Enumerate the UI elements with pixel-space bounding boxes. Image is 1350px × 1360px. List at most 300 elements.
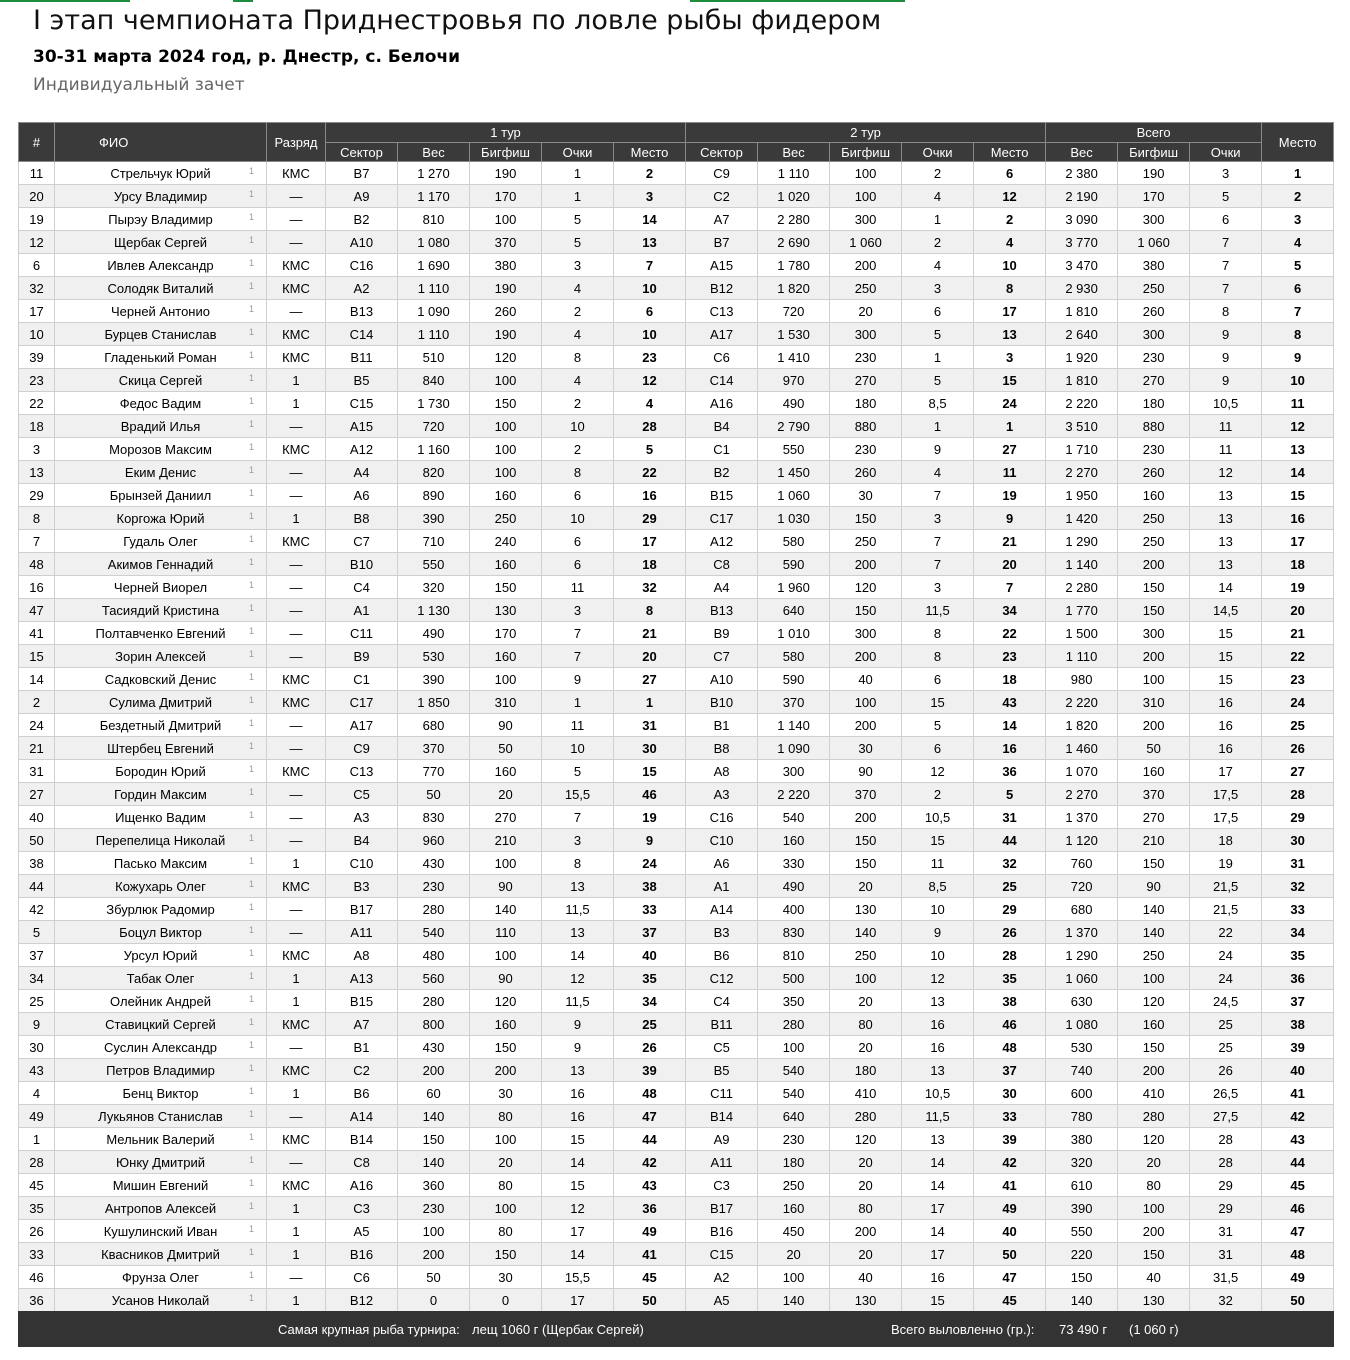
cell-name (55, 438, 267, 461)
cell-total-weight: 1 810 (1046, 369, 1118, 392)
cell-t2-points: 17 (902, 1243, 974, 1266)
table-row[interactable] (19, 576, 1334, 599)
header-name[interactable]: ФИО (55, 123, 267, 162)
participant-name: Петров Владимир (106, 1062, 215, 1078)
cell-total-weight: 1 770 (1046, 599, 1118, 622)
table-row[interactable] (19, 162, 1334, 185)
row-marker: 1 (248, 649, 254, 659)
cell-total-weight: 1 290 (1046, 530, 1118, 553)
cell-total-weight: 1 140 (1046, 553, 1118, 576)
cell-t2-weight: 1 820 (758, 277, 830, 300)
cell-t2-weight: 540 (758, 1059, 830, 1082)
table-row[interactable] (19, 392, 1334, 415)
cell-t1-bigfish: 190 (470, 323, 542, 346)
cell-t1-bigfish: 250 (470, 507, 542, 530)
cell-num: 23 (19, 369, 55, 392)
cell-t2-sector: B14 (686, 1105, 758, 1128)
cell-t1-bigfish: 170 (470, 185, 542, 208)
cell-t2-weight: 500 (758, 967, 830, 990)
cell-place: 12 (1262, 415, 1334, 438)
table-row[interactable] (19, 1289, 1334, 1312)
cell-t2-points: 12 (902, 760, 974, 783)
cell-t2-place: 16 (974, 737, 1046, 760)
cell-num: 8 (19, 507, 55, 530)
cell-t2-weight: 300 (758, 760, 830, 783)
cell-t2-weight: 100 (758, 1266, 830, 1289)
cell-name (55, 668, 267, 691)
cell-t2-weight: 1 060 (758, 484, 830, 507)
row-marker: 1 (248, 327, 254, 337)
cell-t2-sector: B8 (686, 737, 758, 760)
cell-t1-sector: A3 (326, 806, 398, 829)
cell-total-weight: 1 120 (1046, 829, 1118, 852)
participant-name: Еким Денис (124, 464, 197, 480)
cell-t2-weight: 230 (758, 1128, 830, 1151)
table-row[interactable] (19, 254, 1334, 277)
cell-place: 41 (1262, 1082, 1334, 1105)
cell-place: 3 (1262, 208, 1334, 231)
cell-t2-place: 9 (974, 507, 1046, 530)
cell-total-weight: 2 220 (1046, 691, 1118, 714)
cell-total-bigfish: 130 (1118, 1289, 1190, 1312)
cell-t2-weight: 1 960 (758, 576, 830, 599)
cell-t2-weight: 590 (758, 668, 830, 691)
cell-t2-place: 38 (974, 990, 1046, 1013)
cell-total-bigfish: 90 (1118, 875, 1190, 898)
cell-name (55, 484, 267, 507)
table-row[interactable] (19, 622, 1334, 645)
cell-t1-points: 15 (542, 1128, 614, 1151)
cell-t2-weight: 450 (758, 1220, 830, 1243)
cell-t2-bigfish: 250 (830, 944, 902, 967)
cell-t2-place: 12 (974, 185, 1046, 208)
cell-t2-sector: A3 (686, 783, 758, 806)
cell-total-bigfish: 300 (1118, 622, 1190, 645)
cell-t1-sector: B8 (326, 507, 398, 530)
cell-t2-bigfish: 20 (830, 300, 902, 323)
cell-t2-weight: 330 (758, 852, 830, 875)
row-marker: 1 (248, 258, 254, 268)
header-t1-place[interactable]: Место (614, 143, 686, 162)
cell-t2-points: 15 (902, 829, 974, 852)
table-row[interactable] (19, 944, 1334, 967)
cell-t1-bigfish: 20 (470, 783, 542, 806)
cell-t1-bigfish: 140 (470, 898, 542, 921)
cell-t2-points: 6 (902, 668, 974, 691)
cell-t2-weight: 2 280 (758, 208, 830, 231)
row-marker: 1 (248, 626, 254, 636)
cell-t2-sector: C2 (686, 185, 758, 208)
cell-t1-points: 7 (542, 806, 614, 829)
cell-t1-points: 4 (542, 277, 614, 300)
table-row[interactable] (19, 415, 1334, 438)
cell-t2-sector: C8 (686, 553, 758, 576)
row-marker: 1 (248, 856, 254, 866)
cell-t1-weight: 200 (398, 1243, 470, 1266)
cell-rank: 1 (267, 1289, 326, 1312)
cell-t2-sector: C7 (686, 645, 758, 668)
cell-t1-bigfish: 150 (470, 1036, 542, 1059)
cell-total-bigfish: 270 (1118, 369, 1190, 392)
cell-t2-sector: B10 (686, 691, 758, 714)
table-row[interactable] (19, 1105, 1334, 1128)
cell-t2-points: 1 (902, 346, 974, 369)
cell-total-weight: 1 110 (1046, 645, 1118, 668)
cell-name (55, 369, 267, 392)
header-t1-weight[interactable]: Вес (398, 143, 470, 162)
header-t1-bigfish[interactable]: Бигфиш (470, 143, 542, 162)
table-row[interactable] (19, 231, 1334, 254)
table-row[interactable] (19, 300, 1334, 323)
cell-t1-bigfish: 50 (470, 737, 542, 760)
cell-total-points: 5 (1190, 185, 1262, 208)
cell-total-weight: 680 (1046, 898, 1118, 921)
cell-t1-bigfish: 30 (470, 1266, 542, 1289)
cell-t2-points: 2 (902, 783, 974, 806)
table-row[interactable] (19, 806, 1334, 829)
table-row[interactable] (19, 967, 1334, 990)
cell-t1-place: 24 (614, 852, 686, 875)
header-t2-points[interactable]: Очки (902, 143, 974, 162)
cell-t2-place: 19 (974, 484, 1046, 507)
table-row[interactable] (19, 1013, 1334, 1036)
header-num[interactable]: # (19, 123, 55, 162)
participant-name: Бенц Виктор (122, 1085, 199, 1101)
cell-t2-place: 5 (974, 783, 1046, 806)
cell-num: 5 (19, 921, 55, 944)
cell-t1-place: 34 (614, 990, 686, 1013)
table-row[interactable] (19, 645, 1334, 668)
cell-t1-place: 12 (614, 369, 686, 392)
cell-t1-points: 10 (542, 737, 614, 760)
row-marker: 1 (248, 304, 254, 314)
table-row[interactable] (19, 1082, 1334, 1105)
cell-total-weight: 1 370 (1046, 921, 1118, 944)
cell-name (55, 530, 267, 553)
table-row[interactable] (19, 323, 1334, 346)
top-accent-line (0, 0, 1350, 3)
cell-total-points: 29 (1190, 1197, 1262, 1220)
table-row[interactable] (19, 783, 1334, 806)
cell-rank: КМС (267, 162, 326, 185)
cell-name (55, 829, 267, 852)
cell-total-points: 27,5 (1190, 1105, 1262, 1128)
cell-t1-points: 10 (542, 415, 614, 438)
cell-total-points: 15 (1190, 622, 1262, 645)
cell-t1-sector: A9 (326, 185, 398, 208)
cell-t1-place: 33 (614, 898, 686, 921)
cell-t1-weight: 810 (398, 208, 470, 231)
cell-t2-bigfish: 100 (830, 162, 902, 185)
table-row[interactable] (19, 990, 1334, 1013)
table-row[interactable] (19, 1174, 1334, 1197)
participant-name: Збурлюк Радомир (106, 901, 215, 917)
cell-place: 20 (1262, 599, 1334, 622)
cell-place: 4 (1262, 231, 1334, 254)
cell-t2-sector: C12 (686, 967, 758, 990)
cell-rank: 1 (267, 967, 326, 990)
cell-rank: КМС (267, 1128, 326, 1151)
table-row[interactable] (19, 346, 1334, 369)
cell-t1-weight: 1 270 (398, 162, 470, 185)
table-row[interactable] (19, 1151, 1334, 1174)
table-row[interactable] (19, 829, 1334, 852)
cell-t2-place: 50 (974, 1243, 1046, 1266)
participant-name: Морозов Максим (109, 441, 212, 457)
cell-t2-bigfish: 230 (830, 438, 902, 461)
table-row[interactable] (19, 760, 1334, 783)
table-row[interactable] (19, 852, 1334, 875)
cell-t2-weight: 590 (758, 553, 830, 576)
cell-t2-points: 11 (902, 852, 974, 875)
participant-name: Стрельчук Юрий (110, 165, 211, 181)
cell-t2-bigfish: 30 (830, 737, 902, 760)
table-row[interactable] (19, 1197, 1334, 1220)
cell-total-weight: 1 370 (1046, 806, 1118, 829)
cell-place: 8 (1262, 323, 1334, 346)
cell-total-points: 21,5 (1190, 875, 1262, 898)
cell-place: 26 (1262, 737, 1334, 760)
cell-total-weight: 1 420 (1046, 507, 1118, 530)
cell-t2-points: 1 (902, 415, 974, 438)
cell-rank: — (267, 599, 326, 622)
cell-t2-place: 27 (974, 438, 1046, 461)
cell-t2-points: 15 (902, 691, 974, 714)
cell-t2-bigfish: 90 (830, 760, 902, 783)
accent-segment (233, 0, 253, 2)
cell-t2-weight: 640 (758, 599, 830, 622)
header-rank[interactable]: Разряд (267, 123, 326, 162)
cell-t2-points: 8,5 (902, 392, 974, 415)
cell-total-weight: 3 770 (1046, 231, 1118, 254)
table-row[interactable] (19, 208, 1334, 231)
cell-total-points: 12 (1190, 461, 1262, 484)
cell-t1-weight: 510 (398, 346, 470, 369)
cell-t2-points: 17 (902, 1197, 974, 1220)
cell-t2-sector: B6 (686, 944, 758, 967)
cell-t1-bigfish: 160 (470, 1013, 542, 1036)
table-row[interactable] (19, 277, 1334, 300)
header-t2-bigfish[interactable]: Бигфиш (830, 143, 902, 162)
row-marker: 1 (248, 1270, 254, 1280)
cell-t1-weight: 50 (398, 783, 470, 806)
cell-t2-sector: A12 (686, 530, 758, 553)
cell-t2-bigfish: 370 (830, 783, 902, 806)
cell-t2-place: 48 (974, 1036, 1046, 1059)
cell-total-bigfish: 100 (1118, 1197, 1190, 1220)
cell-t1-points: 15,5 (542, 1266, 614, 1289)
cell-t1-place: 45 (614, 1266, 686, 1289)
participant-name: Ищенко Вадим (115, 809, 206, 825)
cell-t2-place: 46 (974, 1013, 1046, 1036)
row-marker: 1 (248, 1155, 254, 1165)
accent-segment (0, 0, 130, 2)
table-row[interactable] (19, 484, 1334, 507)
cell-t2-sector: A6 (686, 852, 758, 875)
table-row[interactable] (19, 185, 1334, 208)
table-row[interactable] (19, 1036, 1334, 1059)
header-t1-points[interactable]: Очки (542, 143, 614, 162)
cell-t2-points: 15 (902, 1289, 974, 1312)
cell-total-bigfish: 140 (1118, 898, 1190, 921)
table-row[interactable] (19, 714, 1334, 737)
table-row[interactable] (19, 1059, 1334, 1082)
cell-num: 13 (19, 461, 55, 484)
table-row[interactable] (19, 461, 1334, 484)
cell-num: 48 (19, 553, 55, 576)
cell-t1-weight: 1 130 (398, 599, 470, 622)
cell-total-points: 16 (1190, 714, 1262, 737)
table-row[interactable] (19, 1220, 1334, 1243)
cell-rank: 1 (267, 1220, 326, 1243)
header-total-weight[interactable]: Вес (1046, 143, 1118, 162)
cell-name (55, 967, 267, 990)
cell-total-weight: 2 640 (1046, 323, 1118, 346)
cell-t1-sector: A4 (326, 461, 398, 484)
cell-t2-points: 14 (902, 1151, 974, 1174)
cell-t1-sector: A8 (326, 944, 398, 967)
cell-t2-place: 32 (974, 852, 1046, 875)
total-catch-value: 73 490 г (1059, 1322, 1108, 1337)
cell-t2-sector: A1 (686, 875, 758, 898)
cell-t2-place: 1 (974, 415, 1046, 438)
cell-t1-place: 8 (614, 599, 686, 622)
cell-name (55, 714, 267, 737)
row-marker: 1 (248, 787, 254, 797)
table-row[interactable] (19, 438, 1334, 461)
cell-t1-points: 6 (542, 484, 614, 507)
row-marker: 1 (248, 281, 254, 291)
cell-name (55, 415, 267, 438)
cell-t2-place: 35 (974, 967, 1046, 990)
table-row[interactable] (19, 1266, 1334, 1289)
table-row[interactable] (19, 1243, 1334, 1266)
table-row[interactable] (19, 369, 1334, 392)
cell-t2-weight: 350 (758, 990, 830, 1013)
participant-name: Лукьянов Станислав (98, 1108, 223, 1124)
cell-total-bigfish: 880 (1118, 415, 1190, 438)
row-marker: 1 (248, 189, 254, 199)
row-marker: 1 (248, 994, 254, 1004)
cell-total-weight: 2 930 (1046, 277, 1118, 300)
cell-name (55, 898, 267, 921)
cell-t1-place: 27 (614, 668, 686, 691)
cell-num: 43 (19, 1059, 55, 1082)
cell-num: 50 (19, 829, 55, 852)
cell-t1-weight: 1 160 (398, 438, 470, 461)
header-total-points[interactable]: Очки (1190, 143, 1262, 162)
table-row[interactable] (19, 553, 1334, 576)
cell-t1-points: 4 (542, 323, 614, 346)
cell-t1-weight: 1 110 (398, 323, 470, 346)
cell-t2-points: 11,5 (902, 1105, 974, 1128)
cell-t1-points: 13 (542, 875, 614, 898)
cell-t1-points: 1 (542, 162, 614, 185)
cell-total-weight: 1 500 (1046, 622, 1118, 645)
row-marker: 1 (248, 1040, 254, 1050)
cell-place: 19 (1262, 576, 1334, 599)
table-row[interactable] (19, 737, 1334, 760)
cell-total-weight: 2 220 (1046, 392, 1118, 415)
cell-name (55, 852, 267, 875)
cell-rank: 1 (267, 1243, 326, 1266)
cell-t1-sector: B7 (326, 162, 398, 185)
table-row[interactable] (19, 691, 1334, 714)
cell-rank: — (267, 1151, 326, 1174)
cell-t1-bigfish: 110 (470, 921, 542, 944)
cell-total-points: 9 (1190, 346, 1262, 369)
cell-place: 24 (1262, 691, 1334, 714)
cell-t2-place: 15 (974, 369, 1046, 392)
cell-num: 14 (19, 668, 55, 691)
cell-t1-sector: B12 (326, 1289, 398, 1312)
cell-t2-sector: B15 (686, 484, 758, 507)
cell-total-points: 10,5 (1190, 392, 1262, 415)
table-row[interactable] (19, 921, 1334, 944)
table-row[interactable] (19, 599, 1334, 622)
cell-t1-sector: B13 (326, 300, 398, 323)
cell-place: 23 (1262, 668, 1334, 691)
cell-t1-weight: 540 (398, 921, 470, 944)
cell-t1-points: 11,5 (542, 990, 614, 1013)
cell-t1-weight: 280 (398, 990, 470, 1013)
cell-t1-sector: C5 (326, 783, 398, 806)
cell-total-bigfish: 260 (1118, 461, 1190, 484)
cell-t1-points: 6 (542, 553, 614, 576)
row-marker: 1 (248, 1086, 254, 1096)
cell-t2-sector: A4 (686, 576, 758, 599)
cell-t2-sector: C14 (686, 369, 758, 392)
table-row[interactable] (19, 668, 1334, 691)
cell-total-bigfish: 160 (1118, 760, 1190, 783)
table-row[interactable] (19, 1128, 1334, 1151)
header-t2-weight[interactable]: Вес (758, 143, 830, 162)
header-t2-place[interactable]: Место (974, 143, 1046, 162)
table-row[interactable] (19, 898, 1334, 921)
cell-t2-bigfish: 20 (830, 875, 902, 898)
row-marker: 1 (248, 1109, 254, 1119)
cell-total-points: 22 (1190, 921, 1262, 944)
cell-t2-bigfish: 20 (830, 1036, 902, 1059)
table-row[interactable] (19, 530, 1334, 553)
table-row[interactable] (19, 875, 1334, 898)
header-t1-sector[interactable]: Сектор (326, 143, 398, 162)
cell-total-points: 19 (1190, 852, 1262, 875)
cell-t2-points: 4 (902, 461, 974, 484)
cell-place: 33 (1262, 898, 1334, 921)
cell-t2-sector: B1 (686, 714, 758, 737)
cell-total-bigfish: 120 (1118, 1128, 1190, 1151)
cell-num: 44 (19, 875, 55, 898)
cell-t2-points: 5 (902, 323, 974, 346)
header-place[interactable]: Место (1262, 123, 1334, 162)
cell-t1-sector: A15 (326, 415, 398, 438)
cell-total-weight: 760 (1046, 852, 1118, 875)
cell-total-bigfish: 80 (1118, 1174, 1190, 1197)
cell-total-bigfish: 200 (1118, 714, 1190, 737)
cell-place: 7 (1262, 300, 1334, 323)
cell-num: 12 (19, 231, 55, 254)
header-total-bigfish[interactable]: Бигфиш (1118, 143, 1190, 162)
header-t2-sector[interactable]: Сектор (686, 143, 758, 162)
cell-num: 35 (19, 1197, 55, 1220)
cell-t1-points: 8 (542, 461, 614, 484)
table-row[interactable] (19, 507, 1334, 530)
cell-place: 34 (1262, 921, 1334, 944)
cell-t2-sector: C11 (686, 1082, 758, 1105)
cell-t1-place: 41 (614, 1243, 686, 1266)
cell-rank: КМС (267, 691, 326, 714)
